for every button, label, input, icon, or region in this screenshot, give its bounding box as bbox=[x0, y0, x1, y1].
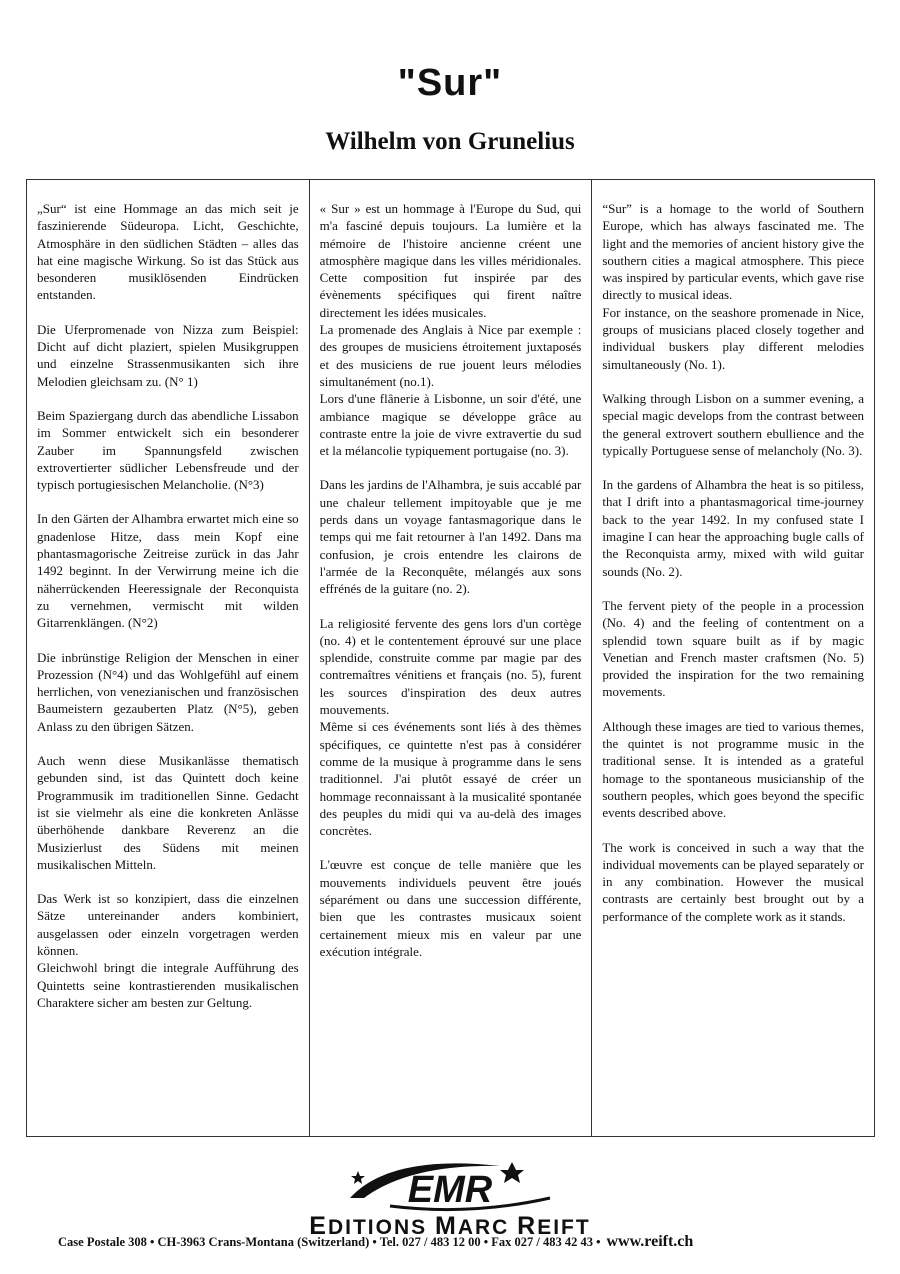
paragraph-gap bbox=[320, 839, 582, 856]
paragraph-gap bbox=[37, 493, 299, 510]
paragraph: Although these images are tied to various themes, the quintet is not programme music in the traditional sense. It is intended as a grateful homage to the spontaneous musicianship of the southern peoples, which goes beyond the specific events described above. bbox=[602, 718, 865, 821]
paragraph: Dans les jardins de l'Alhambra, je suis accablé par une chaleur tellement impitoyable que je me perds dans un voyage fantasmagorique dans le temps qui me fait retourner à l'an 1492. Dans ma confusion, je crois entendre les clairons de l'armée de la Reconquête, mélangés aux sons effrénés de la guitare (no. 2). bbox=[319, 477, 582, 597]
paragraph: Lors d'une flânerie à Lisbonne, un soir d'été, une ambiance magique se développe grâce au contraste entre la joie de vivre extravertie du sud et la mélancolie typiquement portugaise (no. 3). bbox=[319, 391, 582, 459]
paragraph-gap bbox=[320, 598, 582, 615]
paragraph-gap bbox=[37, 304, 299, 321]
paragraph: The work is conceived in such a way that the individual movements can be played separately or in any combination. However the musical contrasts are certainly best brought out by a performance of the complete work as it stands. bbox=[602, 839, 865, 924]
paragraph: Auch wenn diese Musikanlässe thematisch gebunden sind, ist das Quintett doch keine Programmusik im traditionellen Sinne. Gedacht ist sie vielmehr als eine die konkreten Anlässe überhöhende dankbare Reverenz an die Musizierlust des Südens mit meinen musikalischen Mitteln. bbox=[37, 753, 299, 872]
paragraph: La religiosité fervente des gens lors d'un cortège (no. 4) et le contentement éprouvé sur une place splendide, construite comme par magie par des contremaîtres vénitiens et français (no. 5), furent les sources d'inspiration des deux autres mouvements. bbox=[319, 615, 582, 718]
paragraph-gap bbox=[602, 373, 864, 390]
paragraph: L'œuvre est conçue de telle manière que les mouvements individuels peuvent être joués séparément ou dans une succession différente, bien que les contrastes musicaux soient certainement mieux mis en valeur par une exécution intégrale. bbox=[319, 857, 582, 959]
paragraph: Das Werk ist so konzipiert, dass die einzelnen Sätze untereinander anders kombiniert, ausgelassen oder einzeln vorgetragen werden können. bbox=[37, 891, 299, 958]
paragraph: “Sur” is a homage to the world of Southern Europe, which has always fascinated me. The light and the memories of ancient history give the southern cities a magical atmosphere. This piece was inspired by particular events, which gave rise directly to musical ideas. bbox=[602, 201, 865, 303]
paragraph-gap bbox=[37, 632, 299, 649]
paragraph: In den Gärten der Alhambra erwartet mich eine so gnadenlose Hitze, dass mein Kopf eine phantasmagorische Zeitreise zurück in das Jahr 1492 beginnt. In der Verwirrung meine ich die näherrückenden Heeressignale der Reconquista zu vernehmen, vermischt mit wilden Gitarrenklängen. (N°2) bbox=[37, 511, 299, 631]
publisher-address: Case Postale 308 • CH-3963 Crans-Montana (Switzerland) • Tel. 027 / 483 12 00 • Fax 027 / 483 42 43 • www.reift.ch bbox=[58, 1233, 694, 1250]
paragraph: Die inbrünstige Religion der Menschen in einer Prozession (N°4) und das Wohlgefühl auf einem herrlichen, von venezianischen und französischen Baumeistern gezauberten Platz (N°5), geben Anlass zu den übrigen Sätzen. bbox=[37, 649, 299, 734]
paragraph-gap bbox=[320, 459, 582, 476]
paragraph-gap bbox=[37, 735, 299, 752]
paragraph: In the gardens of Alhambra the heat is so pitiless, that I drift into a phantasmagorical time-journey back to the year 1492. In my confused state I imagine I can hear the approaching bugle calls of the Reconquista army, mixed with wild guitar sounds (No. 2). bbox=[602, 477, 865, 579]
paragraph-gap bbox=[602, 580, 864, 597]
german-column bbox=[27, 180, 309, 1136]
english-column bbox=[591, 180, 874, 1136]
website-link[interactable]: www.reift.ch bbox=[606, 1233, 694, 1250]
paragraph: Beim Spaziergang durch das abendliche Lissabon im Sommer entwickelt sich ein besonderer Zauber im Spannungsfeld zwischen extrovertierter südlicher Lebensfreude und der typisch portugiesischen Melancholie. (N°3) bbox=[37, 407, 299, 493]
paragraph: For instance, on the seashore promenade in Nice, groups of musicians placed closely together and individual buskers play different melodies simultaneously (No. 1). bbox=[602, 304, 865, 372]
paragraph-gap bbox=[602, 701, 864, 718]
page-title: "Sur" bbox=[397, 62, 503, 104]
logo-text: EMR bbox=[407, 1169, 493, 1211]
paragraph-gap bbox=[37, 873, 299, 890]
publisher-name: EDITIONS MARC REIFT bbox=[309, 1212, 591, 1240]
emr-logo-graphic bbox=[330, 1158, 570, 1216]
paragraph: Die Uferpromenade von Nizza zum Beispiel: Dicht auf dicht plaziert, spielen Musikgruppen und einzelne Strassenmusikanten sich ihre Melodien gleichsam zu. (N° 1) bbox=[37, 321, 299, 389]
paragraph: « Sur » est un hommage à l'Europe du Sud, qui m'a fasciné depuis toujours. La lumière et la mémoire de l'histoire ancienne créent une atmosphère magique dans les villes méridionales. Cette composition fut inspirée par des évènements spécifiques qui firent naître directement les idées musicales. bbox=[319, 201, 582, 320]
paragraph-gap bbox=[602, 459, 864, 476]
paragraph: The fervent piety of the people in a procession (No. 4) and the feeling of contentment on a splendid town square built as if by magic Venetian and French master craftsmen (No. 5) provided the inspiration for the two remaining movements. bbox=[602, 597, 865, 700]
paragraph: Gleichwohl bringt die integrale Aufführung des Quintetts seine kontrastierenden musikalischen Charaktere sicher am besten zur Geltung. bbox=[37, 960, 299, 1010]
paragraph-gap bbox=[602, 822, 864, 839]
paragraph: Walking through Lisbon on a summer evening, a special magic develops from the contrast between the general extrovert southern ebullience and the typically Portuguese sense of melancholy (No. 3). bbox=[602, 390, 865, 458]
composer-name: Wilhelm von Grunelius bbox=[325, 128, 575, 155]
text-columns bbox=[26, 179, 875, 1137]
paragraph: „Sur“ ist eine Hommage an das mich seit je faszinierende Südeuropa. Licht, Geschichte, Atmosphäre in den südlichen Städten – alles das hat eine magische Wirkung. So ist das Stück aus besonderen musiklösenden Eindrücken entstanden. bbox=[37, 201, 299, 303]
paragraph: Même si ces événements sont liés à des thèmes spécifiques, ce quintette n'est pas à considérer comme de la musique à programme dans le sens traditionnel. J'ai plutôt essayé de créer un hommage reconnaissant à la musicalité spontanée des peuples du midi qui va au-delà des images concrètes. bbox=[319, 719, 582, 839]
paragraph-gap bbox=[37, 390, 299, 407]
paragraph: La promenade des Anglais à Nice par exemple : des groupes de musiciens étroitement juxtaposés et des musiciens de rue jouent leurs mélodies simultanément (no.1). bbox=[319, 322, 582, 389]
french-column bbox=[309, 180, 592, 1136]
